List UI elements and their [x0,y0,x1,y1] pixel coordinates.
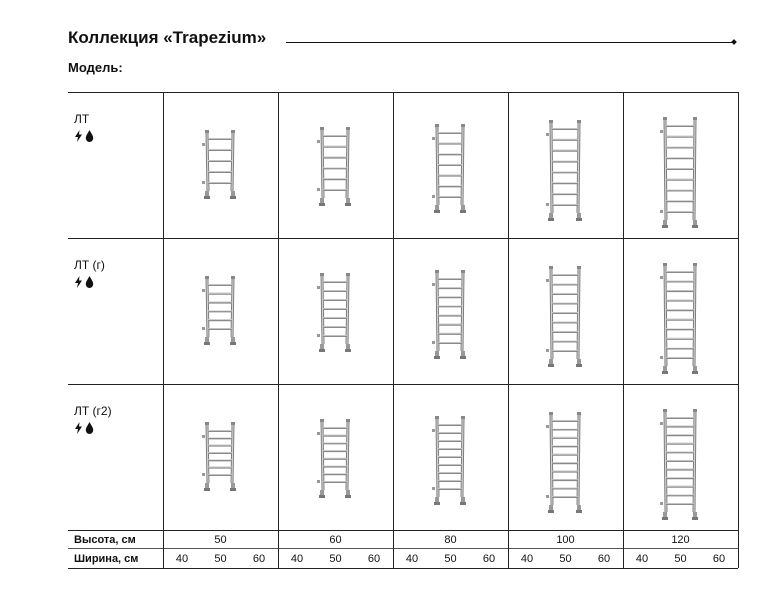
title-rule [286,42,732,43]
water-drop-icon [85,421,94,439]
table-row-line [68,92,738,93]
towel-rail-image [201,129,241,206]
table-column-line [163,92,164,568]
width-value: 40 [520,553,534,565]
towel-rail-image [316,126,356,213]
table-column-line [278,92,279,568]
width-value: 50 [444,553,457,565]
table-column-line [508,92,509,568]
height-value: 80 [444,534,457,546]
width-value: 60 [712,553,726,565]
width-value: 50 [214,553,227,565]
towel-rail-image [316,272,356,359]
table-row-line [68,238,738,239]
towel-rail-image [431,269,471,366]
towel-rail-image [545,119,587,228]
water-drop-icon [85,275,94,293]
table-column-line [623,92,624,568]
table-column-line [738,92,739,568]
lightning-icon [74,275,83,293]
model-icons [74,421,94,439]
lightning-icon [74,129,83,147]
width-value: 60 [597,553,611,565]
width-value: 40 [405,553,419,565]
width-value: 60 [252,553,266,565]
width-label: Ширина, см [74,553,139,565]
height-value: 60 [329,534,342,546]
towel-rail-image [545,411,587,520]
towel-rail-image [659,262,703,381]
towel-rail-image [545,265,587,374]
table-row-line [68,384,738,385]
height-label: Высота, см [74,534,136,546]
width-value: 40 [175,553,189,565]
towel-rail-image [201,275,241,352]
model-label: ЛТ (г) [74,258,105,272]
model-icons [74,129,94,147]
water-drop-icon [85,129,94,147]
width-value: 60 [482,553,496,565]
width-value: 50 [559,553,572,565]
model-label: ЛТ (г2) [74,404,112,418]
towel-rail-image [431,415,471,512]
height-value: 50 [214,534,227,546]
towel-rail-image [316,418,356,505]
page-title: Коллекция «Trapezium» [68,28,267,47]
table-row-line [68,530,738,531]
width-value: 40 [290,553,304,565]
lightning-icon [74,421,83,439]
width-value: 40 [635,553,649,565]
towel-rail-image [659,116,703,235]
title-rule-end-marker [731,39,737,45]
model-heading: Модель: [68,60,123,75]
height-value: 120 [671,534,690,546]
towel-rail-image [659,408,703,527]
towel-rail-image [201,421,241,498]
towel-rail-image [431,123,471,220]
width-value: 50 [329,553,342,565]
table-row-line [68,568,738,569]
height-value: 100 [556,534,575,546]
table-column-line [393,92,394,568]
model-label: ЛТ [74,112,90,126]
width-value: 60 [367,553,381,565]
model-icons [74,275,94,293]
width-value: 50 [674,553,687,565]
table-row-line [68,548,738,549]
